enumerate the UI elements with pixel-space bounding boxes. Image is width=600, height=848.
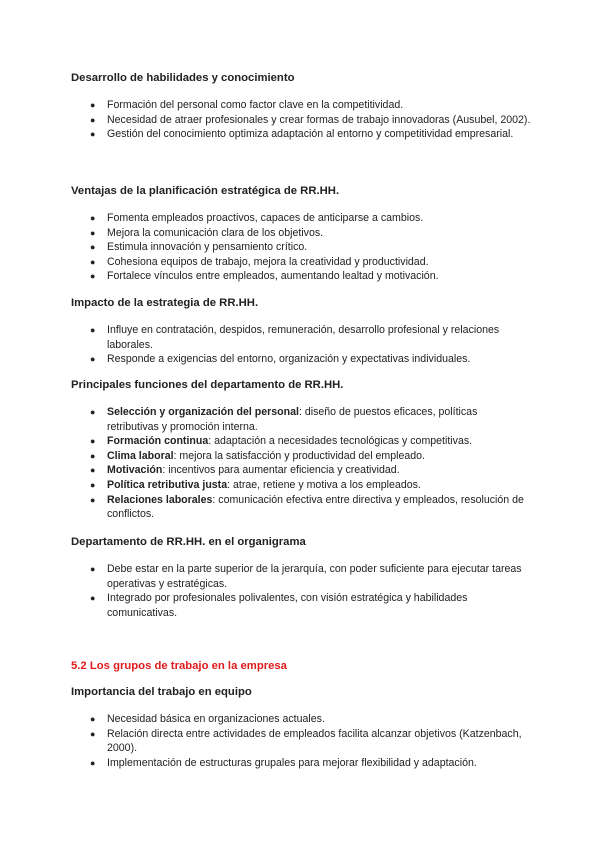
bullet-icon: ● [90, 479, 96, 490]
list-item: ● Responde a exigencias del entorno, organización y expectativas individuales. [90, 353, 471, 366]
list-item: ● Política retributiva justa: atrae, retiene y motiva a los empleados. [90, 478, 421, 491]
section-impact [71, 296, 531, 367]
list-item: ● Relación directa entre actividades de empleados facilita alcanzar objetivos (Katzenbach, 2000). [90, 727, 522, 755]
list-item: ● Debe estar en la parte superior de la jerarquía, con poder suficiente para ejecutar tareas operativas y estratégicas. [90, 563, 522, 590]
section-skills [71, 71, 531, 142]
section-heading: Impacto de la estrategia de RR.HH. [71, 297, 259, 309]
chapter-section [71, 659, 531, 674]
list-item: ● Motivación: incentivos para aumentar eficiencia y creatividad. [90, 464, 400, 477]
bullet-icon: ● [90, 242, 96, 253]
bullet-icon: ● [90, 436, 96, 447]
list-item: ● Cohesiona equipos de trabajo, mejora la creatividad y productividad. [90, 255, 429, 268]
bullet-icon: ● [90, 227, 96, 238]
bullet-icon: ● [90, 465, 96, 476]
list-item: ● Formación continua: adaptación a necesidades tecnológicas y competitivas. [90, 435, 473, 448]
bullet-icon: ● [90, 564, 96, 574]
section-heading: Importancia del trabajo en equipo [71, 686, 252, 698]
list-item: ● Relaciones laborales: comunicación efectiva entre directiva y empleados, resolución de conflictos. [90, 493, 524, 521]
bullet-icon: ● [90, 714, 96, 724]
list-item: ● Estimula innovación y pensamiento crítico. [90, 241, 308, 254]
bullet-icon: ● [90, 728, 96, 739]
list-item: ● Clima laboral: mejora la satisfacción y productividad del empleado. [90, 449, 425, 462]
bullet-list [71, 712, 531, 770]
bullet-icon: ● [90, 593, 96, 604]
list-item: ● Formación del personal como factor clave en la competitividad. [90, 99, 404, 111]
bullet-icon: ● [90, 407, 96, 417]
list-item: ● Fomenta empleados proactivos, capaces de anticiparse a cambios. [90, 212, 424, 224]
section-heading: Ventajas de la planificación estratégica de RR.HH. [71, 185, 340, 197]
bullet-icon: ● [90, 354, 96, 365]
list-item: ● Necesidad básica en organizaciones actuales. [90, 713, 325, 725]
section-teamwork [71, 685, 531, 770]
list-item: ● Mejora la comunicación clara de los objetivos. [90, 226, 324, 239]
bullet-icon: ● [90, 213, 96, 223]
bullet-icon: ● [90, 100, 96, 110]
bullet-icon: ● [90, 494, 96, 505]
bullet-list [71, 323, 531, 367]
bullet-icon: ● [90, 129, 96, 140]
list-item: ● Necesidad de atraer profesionales y crear formas de trabajo innovadoras (Ausubel, 2002). [90, 113, 531, 126]
list-item: ● Selección y organización del personal: diseño de puestos eficaces, políticas retributivas y promoción interna. [90, 406, 478, 433]
list-item: ● Integrado por profesionales polivalentes, con visión estratégica y habilidades comunicativas. [90, 592, 468, 619]
section-functions [71, 378, 531, 522]
bullet-list [71, 98, 531, 142]
section-org-chart [71, 535, 531, 620]
bullet-list [71, 211, 531, 284]
chapter-title: 5.2 Los grupos de trabajo en la empresa [71, 660, 287, 672]
section-heading: Principales funciones del departamento de RR.HH. [71, 379, 344, 391]
bullet-icon: ● [90, 256, 96, 267]
list-item: ● Fortalece vínculos entre empleados, aumentando lealtad y motivación. [90, 270, 439, 283]
bullet-icon: ● [90, 271, 96, 282]
bullet-list [71, 405, 531, 522]
list-item: ● Gestión del conocimiento optimiza adaptación al entorno y competitividad empresarial. [90, 128, 514, 141]
section-heading: Departamento de RR.HH. en el organigrama [71, 536, 306, 548]
list-item: ● Influye en contratación, despidos, remuneración, desarrollo profesional y relaciones laborales. [90, 324, 500, 351]
bullet-icon: ● [90, 325, 96, 335]
list-item: ● Implementación de estructuras grupales para mejorar flexibilidad y adaptación. [90, 756, 477, 769]
section-heading: Desarrollo de habilidades y conocimiento [71, 72, 295, 84]
bullet-list [71, 562, 531, 620]
bullet-icon: ● [90, 114, 96, 125]
section-advantages [71, 184, 531, 284]
bullet-icon: ● [90, 757, 96, 768]
bullet-icon: ● [90, 450, 96, 461]
